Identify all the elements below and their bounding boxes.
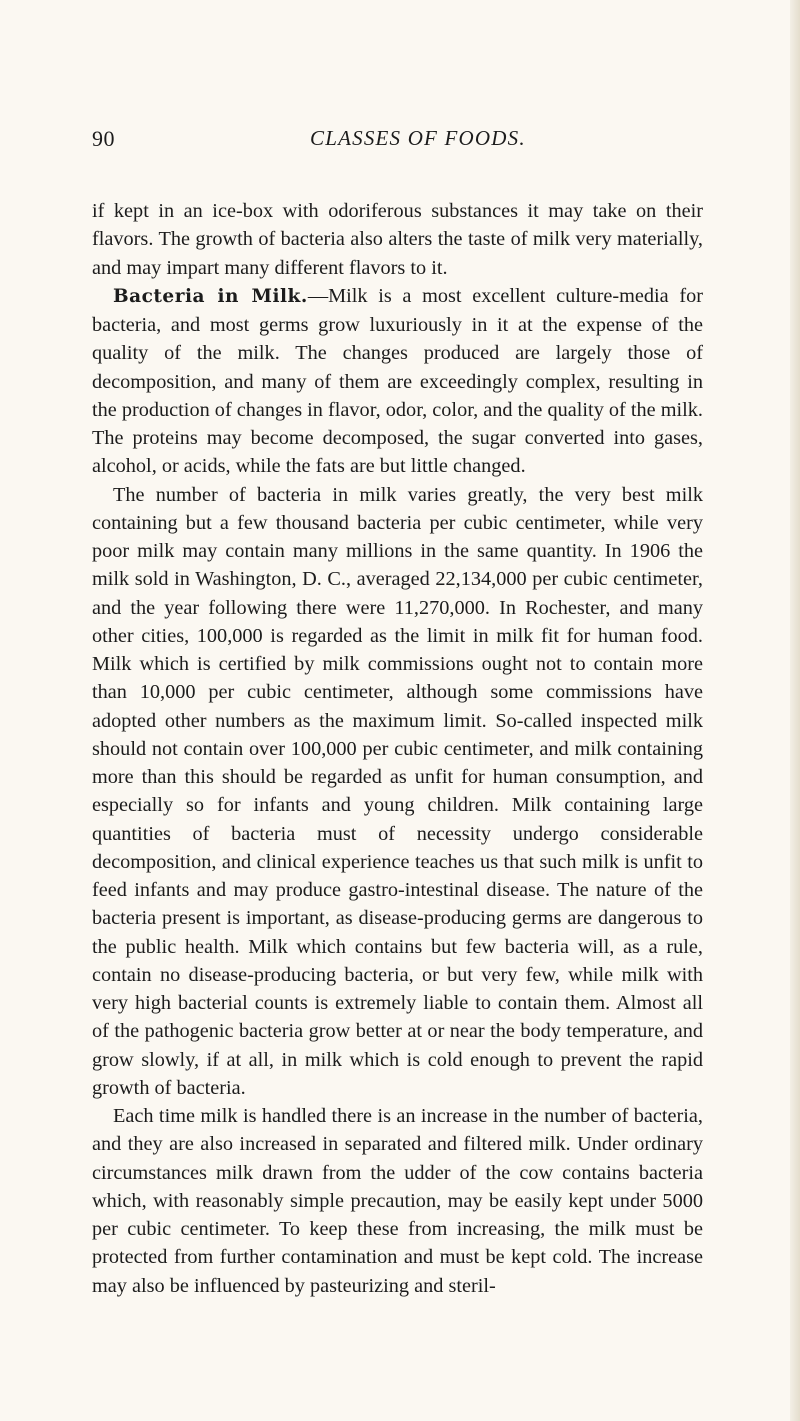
page-edge [790, 0, 800, 1421]
section-heading: Bacteria in Milk. [113, 285, 308, 307]
running-title: CLASSES OF FOODS. [310, 126, 526, 150]
paragraph-bacteria-counts: The number of bacteria in milk varies greatly, the very best milk containing but a few thousand bacteria per cubic centimeter, while very poor milk may contain many millions in the same quantity. In 1906 the milk sold in Washington, D. C., averaged 22,134,000 per cubic centimeter, and the year following there were 11,270,000. In Rochester, and many other cities, 100,000 is regarded as the limit in milk fit for human food. Milk which is certified by milk commissions ought not to contain more than 10,000 per cubic centimeter, although some commissions have adopted other numbers as the maximum limit. So-called inspected milk should not contain over 100,000 per cubic centimeter, and milk containing more than this should be regarded as unfit for human consumption, and especially so for infants and young children. Milk containing large quantities of bacteria must of necessity undergo considerable decomposition, and clinical experience teaches us that such milk is unfit to feed infants and may produce gastro-intestinal disease. The nature of the bacteria present is important, as disease-producing germs are dangerous to the public health. Milk which contains but few bacteria will, as a rule, contain no disease-producing bacteria, or but very few, while milk with very high bacterial counts is extremely liable to contain them. Almost all of the pathogenic bacteria grow better at or near the body temperature, and grow slowly, if at all, in milk which is cold enough to prevent the rapid growth of bacteria. [92, 483, 703, 1099]
paragraph-handling: Each time milk is handled there is an increase in the number of bacteria, and they are also increased in separated and filtered milk. Under ordinary circumstances milk drawn from the udder of the cow contains bacteria which, with reasonably simple precaution, may be easily kept under 5000 per cubic centimeter. To keep these from increasing, the milk must be protected from further contamination and must be kept cold. The increase may also be influenced by pasteurizing and steril- [92, 1105, 703, 1297]
paragraph-continuation: if kept in an ice-box with odoriferous substances it may take on their flavors. The growth of bacteria also alters the taste of milk very materially, and may impart many different flavors to it. [92, 200, 703, 279]
page-number: 90 [92, 126, 115, 151]
running-head [92, 126, 702, 162]
body-text [92, 197, 703, 1300]
paragraph-bacteria-in-milk [92, 282, 703, 481]
paragraph-text: —Milk is a most excellent culture-media for bacteria, and most germs grow luxuriously in it at the expense of the quality of the milk. The changes produced are largely those of decomposition, and many of them are exceedingly complex, resulting in the production of changes in flavor, odor, color, and the quality of the milk. The proteins may become decomposed, the sugar converted into gases, alcohol, or acids, while the fats are but little changed. [92, 284, 704, 478]
